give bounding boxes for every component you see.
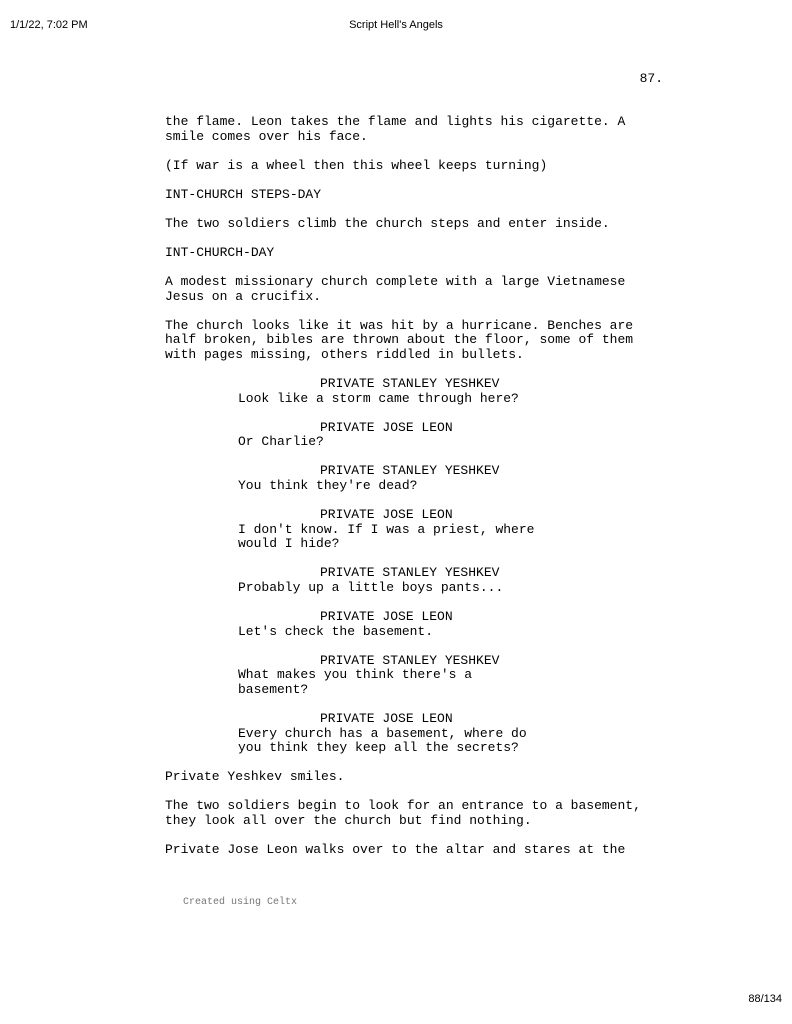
scene-heading: INT-CHURCH STEPS-DAY bbox=[165, 186, 322, 202]
action-line: The church looks like it was hit by a hurricane. Benches are half broken, bibles are thrown about the floor, some of them with pages missing, others riddled in bullets. bbox=[165, 317, 634, 362]
dialogue: What makes you think there's a basement? bbox=[238, 667, 473, 697]
action-line: the flame. Leon takes the flame and lights his cigarette. A smile comes over his face. bbox=[165, 114, 626, 144]
character-cue: PRIVATE JOSE LEON bbox=[320, 609, 453, 625]
action-line: (If war is a wheel then this wheel keeps turning) bbox=[165, 157, 548, 173]
dialogue: Every church has a basement, where do you think they keep all the secrets? bbox=[238, 725, 527, 756]
dialogue: Look like a storm came through here? bbox=[238, 390, 519, 406]
print-date: 1/1/22, 7:02 PM bbox=[10, 19, 88, 31]
character-cue: PRIVATE STANLEY YESHKEV bbox=[320, 652, 500, 668]
print-title: Script Hell's Angels bbox=[349, 19, 443, 31]
character-cue: PRIVATE STANLEY YESHKEV bbox=[320, 565, 500, 581]
character-cue: PRIVATE STANLEY YESHKEV bbox=[320, 376, 500, 392]
dialogue: Or Charlie? bbox=[238, 434, 324, 450]
action-line: Private Yeshkev smiles. bbox=[165, 769, 345, 785]
character-cue: PRIVATE JOSE LEON bbox=[320, 507, 453, 523]
character-cue: PRIVATE JOSE LEON bbox=[320, 419, 453, 435]
character-cue: PRIVATE JOSE LEON bbox=[320, 711, 453, 727]
action-line: The two soldiers climb the church steps and enter inside. bbox=[165, 215, 610, 231]
dialogue: You think they're dead? bbox=[238, 478, 418, 493]
dialogue: I don't know. If I was a priest, where would I hide? bbox=[238, 521, 535, 552]
dialogue: Let's check the basement. bbox=[238, 623, 434, 639]
action-line: A modest missionary church complete with a large Vietnamese Jesus on a crucifix. bbox=[165, 274, 626, 304]
character-cue: PRIVATE STANLEY YESHKEV bbox=[320, 463, 500, 479]
print-page-counter: 88/134 bbox=[748, 993, 782, 1005]
footer-credit: Created using Celtx bbox=[183, 897, 298, 908]
screenplay-body bbox=[165, 115, 685, 872]
action-line: The two soldiers begin to look for an entrance to a basement, they look all over the church but find nothing. bbox=[165, 798, 641, 828]
action-line: Private Jose Leon walks over to the altar and stares at the bbox=[165, 842, 626, 858]
page-number: 87. bbox=[639, 71, 663, 86]
scene-heading: INT-CHURCH-DAY bbox=[165, 244, 275, 260]
dialogue: Probably up a little boys pants... bbox=[238, 579, 504, 595]
